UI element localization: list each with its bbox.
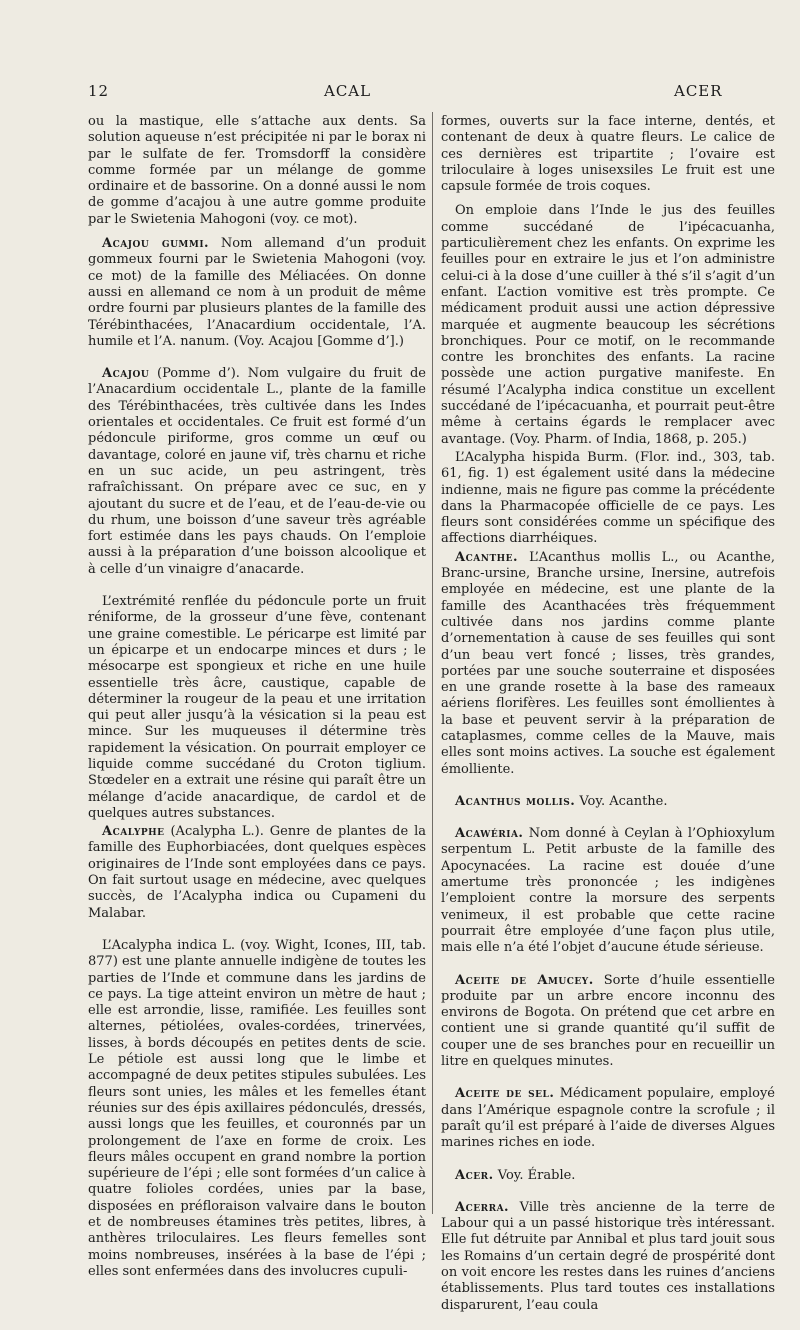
left-column	[88, 114, 426, 1282]
entry-text: Ville très ancienne de la terre de Labour qui a un passé historique très intéressant. Elle fut détruite par Annibal et plus tard jouit sous les Romains d’un certain degré de prospérité dont on voit encore les restes dans les ruines d’anciens établissements. Plus tard toutes ces installations disparurent, l’eau coula	[441, 1199, 775, 1313]
entry-text: L’Acalypha indica L. (voy. Wight, Icones, III, tab. 877) est une plante annuelle indigène de toutes les parties de l’Inde et commune dans les jardins de ce pays. La tige atteint environ un mètre de haut ; elle est arrondie, lisse, ramifiée. Les feuilles sont alternes, pétiolées, ovales-cordées, trinervées, lisses, à bords découpés en petites dents de scie. Le pétiole est aussi long que le limbe et accompagné de deux petites stipules subulées. Les fleurs sont unies, les mâles et les femelles étant réunies sur des épis axillaires pédonculés, dressés, aussi longs que les feuilles, et couronnés par un prolongement de l’axe en forme de croix. Les fleurs mâles occupent en grand nombre la portion supérieure de l’épi ; elle sont formées d’un calice à quatre folioles cordées, unies par la base, disposées en préfloraison valvaire dans le bouton et de nombreuses étamines très petites, libres, à anthères triloculaires. Les fleurs femelles sont moins nombreuses, insérées à la base de l’épi ; elles sont enfermées dans des involucres cupuli-	[88, 937, 426, 1279]
paragraph	[88, 594, 426, 822]
dictionary-entry	[441, 1200, 775, 1314]
entry-headword: Acajou gummi.	[102, 236, 210, 252]
entry-headword: Acer.	[455, 1167, 494, 1183]
entry-text: Médicament populaire, employé dans l’Amérique espagnole contre la scrofule ; il paraît qu’il est préparé à l’aide de diverses Algues marines riches en iode.	[441, 1086, 775, 1151]
entry-text: On emploie dans l’Inde le jus des feuilles comme succédané de l’ipécacuanha, particulièrement chez les enfants. On exprime les feuilles pour en extraire le jus et l’on administre celui-ci à la dose d’une cuiller à thé s’il s’agit d’un enfant. L’action vomitive est très prompte. Ce médicament produit aussi une action dépressive marquée et augmente beaucoup les sécrétions bronchiques. Pour ce motif, on le recommande contre les bronchites des enfants. La racine possède une action purgative manifeste. En résumé l’Acalypha indica constitue un excellent succédané de l’ipécacuanha, et pourrait peut-être même à certains égards le remplacer avec avantage. (Voy. Pharm. of India, 1868, p. 205.)	[441, 203, 775, 447]
running-head-left: ACAL	[324, 82, 372, 100]
entry-headword: Acawéria.	[455, 826, 524, 842]
entry-headword: Aceite de sel.	[455, 1086, 555, 1102]
dictionary-entry	[88, 824, 426, 922]
continued-paragraph	[441, 114, 775, 195]
paragraph	[441, 450, 775, 548]
continued-paragraph	[88, 114, 426, 228]
entry-text: formes, ouverts sur la face interne, dentés, et contenant de deux à quatre fleurs. Le calice de ces dernières est tripartite ; l’ovaire est triloculaire à loges unisexsiles Le fruit est une capsule formée de trois coques.	[441, 114, 775, 195]
entry-headword: Acajou	[102, 366, 150, 382]
entry-headword: Acanthus mollis.	[455, 793, 576, 809]
entry-text: (Pomme d’). Nom vulgaire du fruit de l’Anacardium occidentale L., plante de la famille des Térébinthacées, très cultivée dans les Indes orientales et occidentales. Ce fruit est formé d’un pédoncule piriforme, gros comme un œuf ou davantage, coloré en jaune vif, très charnu et riche en un suc acide, un peu astringent, très rafraîchissant. On prépare avec ce suc, en y ajoutant du sucre et de l’eau, et de l’eau-de-vie ou du rhum, une boisson d’une saveur très agréable fort estimée dans les pays chauds. On l’emploie aussi à la préparation d’une boisson alcoolique et à celle d’un vinaigre d’anacarde.	[88, 366, 426, 577]
dictionary-entry	[441, 550, 775, 778]
dictionary-entry	[441, 794, 775, 810]
entry-text: L’extrémité renflée du pédoncule porte un fruit réniforme, de la grosseur d’une fève, contenant une graine comestible. Le péricarpe est limité par un épicarpe et un endocarpe minces et durs ; le mésocarpe est spongieux et riche en une huile essentielle très âcre, caustique, capable de déterminer la rougeur de la peau et une irritation qui peut aller jusqu’à la vésication si la peau est mince. Sur les muqueuses il détermine très rapidement la vésication. On pourrait employer ce liquide comme succédané du Croton tiglium. Stœdeler en a extrait une résine qui paraît être un mélange d’acide anacardique, de cardol et de quelques autres substances.	[88, 594, 426, 821]
dictionary-entry	[88, 366, 426, 578]
entry-text: Voy. Acanthe.	[575, 793, 668, 809]
entry-text: Nom allemand d’un produit gommeux fourni par le Swietenia Mahogoni (voy. ce mot) de la famille des Méliacées. On donne aussi en allemand ce nom à un produit de même ordre fourni par plusieurs plantes de la famille des Térébinthacées, l’Anacardium occidentale, l’A. humile et l’A. nanum. (Voy. Acajou [Gomme d’].)	[88, 236, 426, 349]
dictionary-entry	[441, 826, 775, 956]
dictionary-entry	[441, 1086, 775, 1151]
entry-text: ou la mastique, elle s’attache aux dents. Sa solution aqueuse n’est précipitée ni par le borax ni par le sulfate de fer. Tromsdorff la considère comme formée par un mélange de gomme ordinaire et de bassorine. On a donné aussi le nom de gomme d’acajou à une autre gomme produite par le Swietenia Mahogoni (voy. ce mot).	[88, 114, 426, 227]
dictionary-entry	[88, 236, 426, 350]
entry-headword: Aceite de Amucey.	[455, 972, 594, 988]
entry-headword: Acalyphe	[102, 824, 165, 840]
entry-text: Nom donné à Ceylan à l’Ophioxylum serpentum L. Petit arbuste de la famille des Apocynacées. La racine est douée d’une amertume très prononcée ; les indigènes l’emploient contre la morsure des serpents venimeux, il est probable que cette racine pourrait être employée d’une façon plus utile, mais elle n’a été l’objet d’aucune étude sérieuse.	[441, 826, 775, 956]
paragraph	[88, 938, 426, 1280]
entry-text: Voy. Érable.	[493, 1167, 576, 1183]
entry-headword: Acanthe.	[455, 549, 519, 565]
dictionary-entry	[441, 1168, 775, 1184]
page-header	[88, 82, 774, 104]
entry-text: Sorte d’huile essentielle produite par un arbre encore inconnu des environs de Bogota. On prétend que cet arbre en contient une si grande quantité qu’il suffit de couper une de ses branches pour en recueillir un litre en quelques minutes.	[441, 972, 775, 1070]
entry-text: L’Acalypha hispida Burm. (Flor. ind., 303, tab. 61, fig. 1) est également usité dans la médecine indienne, mais ne figure pas comme la précédente dans la Pharmacopée officielle de ce pays. Les fleurs sont considérées comme un spécifique des affections diarrhéiques.	[441, 449, 775, 547]
paragraph	[441, 203, 775, 447]
entry-text: L’Acanthus mollis L., ou Acanthe, Branc-ursine, Branche ursine, Inersine, autrefois employée en médecine, est une plante de la famille des Acanthacées très fréquemment cultivée dans nos jardins comme plante d’ornementation à cause de ses feuilles qui sont d’un beau vert foncé ; lisses, très grandes, portées par une souche souterraine et disposées en une grande rosette à la base des rameaux aériens florifères. Les feuilles sont émollientes à la base et peuvent servir à la préparation de cataplasmes, comme celles de la Mauve, mais elles sont moins actives. La souche est également émolliente.	[441, 549, 775, 777]
right-column	[441, 114, 775, 1330]
entry-headword: Acerra.	[455, 1199, 510, 1215]
column-divider	[432, 112, 433, 1214]
running-head-right: ACER	[674, 82, 723, 100]
entry-text: (Acalypha L.). Genre de plantes de la famille des Euphorbiacées, dont quelques espèces originaires de l’Inde sont employées dans ce pays. On fait surtout usage en médecine, avec quelques succès, de l’Acalypha indica ou Cupameni du Malabar.	[88, 824, 426, 921]
dictionary-entry	[441, 973, 775, 1071]
page-number: 12	[88, 82, 110, 100]
